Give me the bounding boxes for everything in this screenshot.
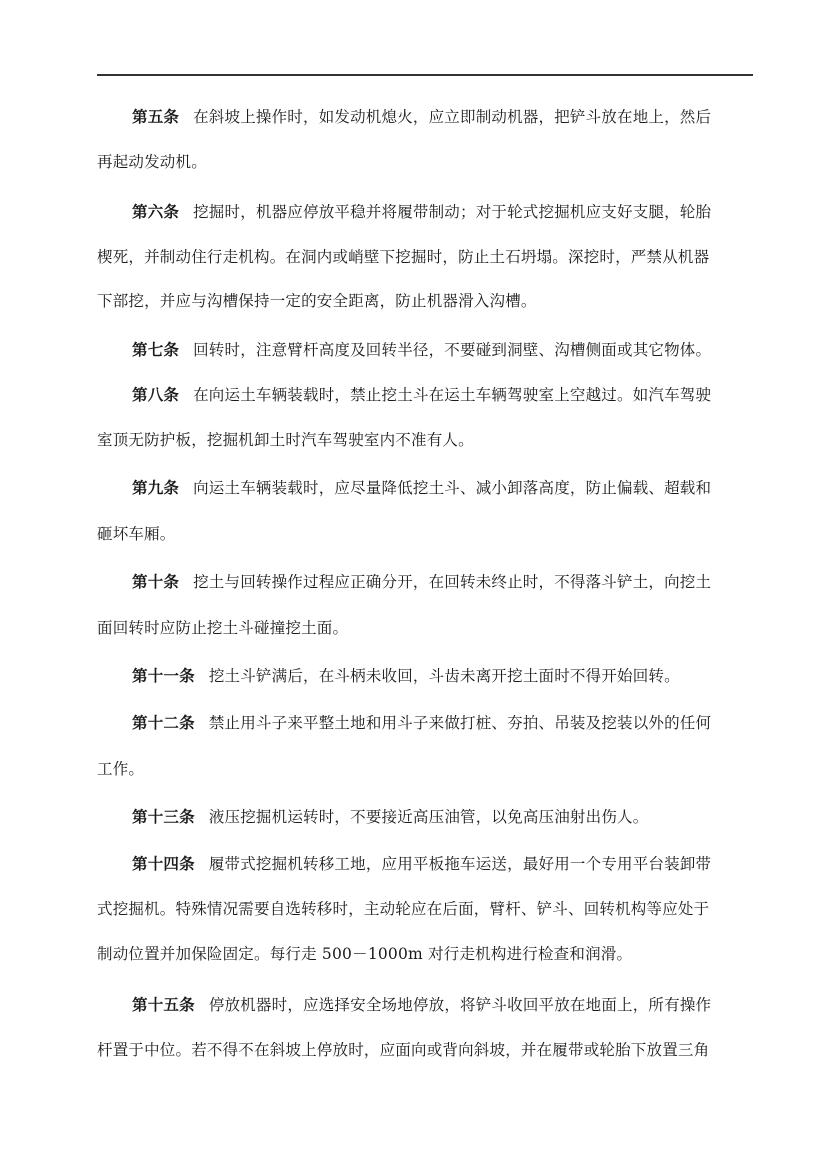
- article-15-line-1: [132, 995, 792, 1015]
- article-10-line-1: [132, 572, 792, 592]
- article-label: 第八条: [132, 385, 180, 404]
- article-12-line-1: [132, 713, 792, 733]
- article-5-line-1: [132, 107, 792, 127]
- article-12-line-2: 工作。: [97, 760, 145, 778]
- article-6-line-1: [132, 202, 792, 222]
- article-14-line-2: 式挖掘机。特殊情况需要自选转移时，主动轮应在后面，臂杆、铲斗、回转机构等应处于: [97, 900, 710, 918]
- article-9-line-1: [132, 478, 792, 498]
- article-label: 第十一条: [132, 666, 195, 685]
- article-label: 第十五条: [132, 995, 195, 1014]
- article-label: 第九条: [132, 478, 180, 497]
- article-text: 挖土与回转操作过程应正确分开，在回转未终止时，不得落斗铲土，向挖土: [193, 573, 712, 591]
- article-label: 第十四条: [132, 854, 195, 873]
- article-text: 禁止用斗子来平整土地和用斗子来做打桩、夯拍、吊装及挖装以外的任何: [208, 714, 712, 732]
- article-label: 第十条: [132, 572, 180, 591]
- article-label: 第十三条: [132, 807, 195, 826]
- article-8-line-1: [132, 385, 792, 405]
- article-label: 第十二条: [132, 713, 195, 732]
- article-text: 挖土斗铲满后，在斗柄未收回，斗齿未离开挖土面时不得开始回转。: [208, 667, 680, 685]
- article-label: 第五条: [132, 107, 180, 126]
- article-6-line-3: 下部挖，并应与沟槽保持一定的安全距离，防止机器滑入沟槽。: [97, 292, 537, 310]
- article-label: 第七条: [132, 340, 180, 359]
- article-14-line-3: 制动位置并加保险固定。每行走 500－1000m 对行走机构进行检查和润滑。: [97, 945, 633, 963]
- header-rule: [97, 74, 753, 76]
- article-text: 向运土车辆装载时，应尽量降低挖土斗、减小卸落高度，防止偏载、超载和: [193, 479, 712, 497]
- article-13-line-1: [132, 807, 792, 827]
- article-11-line-1: [132, 666, 792, 686]
- article-9-line-2: 砸坏车厢。: [97, 525, 176, 543]
- article-8-line-2: 室顶无防护板，挖掘机卸土时汽车驾驶室内不准有人。: [97, 431, 474, 449]
- article-15-line-2: 杆置于中位。若不得不在斜坡上停放时，应面向或背向斜坡，并在履带或轮胎下放置三角: [97, 1041, 710, 1059]
- article-text: 挖掘时，机器应停放平稳并将履带制动；对于轮式挖掘机应支好支腿，轮胎: [193, 203, 712, 221]
- article-text: 液压挖掘机运转时，不要接近高压油管，以免高压油射出伤人。: [208, 808, 649, 826]
- article-5-line-2: 再起动发动机。: [97, 153, 207, 171]
- article-7-line-1: [132, 340, 792, 360]
- article-10-line-2: 面回转时应防止挖土斗碰撞挖土面。: [97, 619, 349, 637]
- article-label: 第六条: [132, 202, 180, 221]
- article-6-line-2: 楔死，并制动住行走机构。在洞内或峭壁下挖掘时，防止土石坍塌。深挖时，严禁从机器: [97, 248, 710, 266]
- article-text: 回转时，注意臂杆高度及回转半径，不要碰到洞壁、沟槽侧面或其它物体。: [193, 341, 712, 359]
- article-text: 在斜坡上操作时，如发动机熄火，应立即制动机器，把铲斗放在地上，然后: [193, 108, 712, 126]
- article-text: 履带式挖掘机转移工地，应用平板拖车运送，最好用一个专用平台装卸带: [208, 855, 712, 873]
- article-text: 在向运土车辆装载时，禁止挖土斗在运土车辆驾驶室上空越过。如汽车驾驶: [193, 386, 712, 404]
- article-14-line-1: [132, 854, 792, 874]
- article-text: 停放机器时，应选择安全场地停放，将铲斗收回平放在地面上，所有操作: [208, 996, 712, 1014]
